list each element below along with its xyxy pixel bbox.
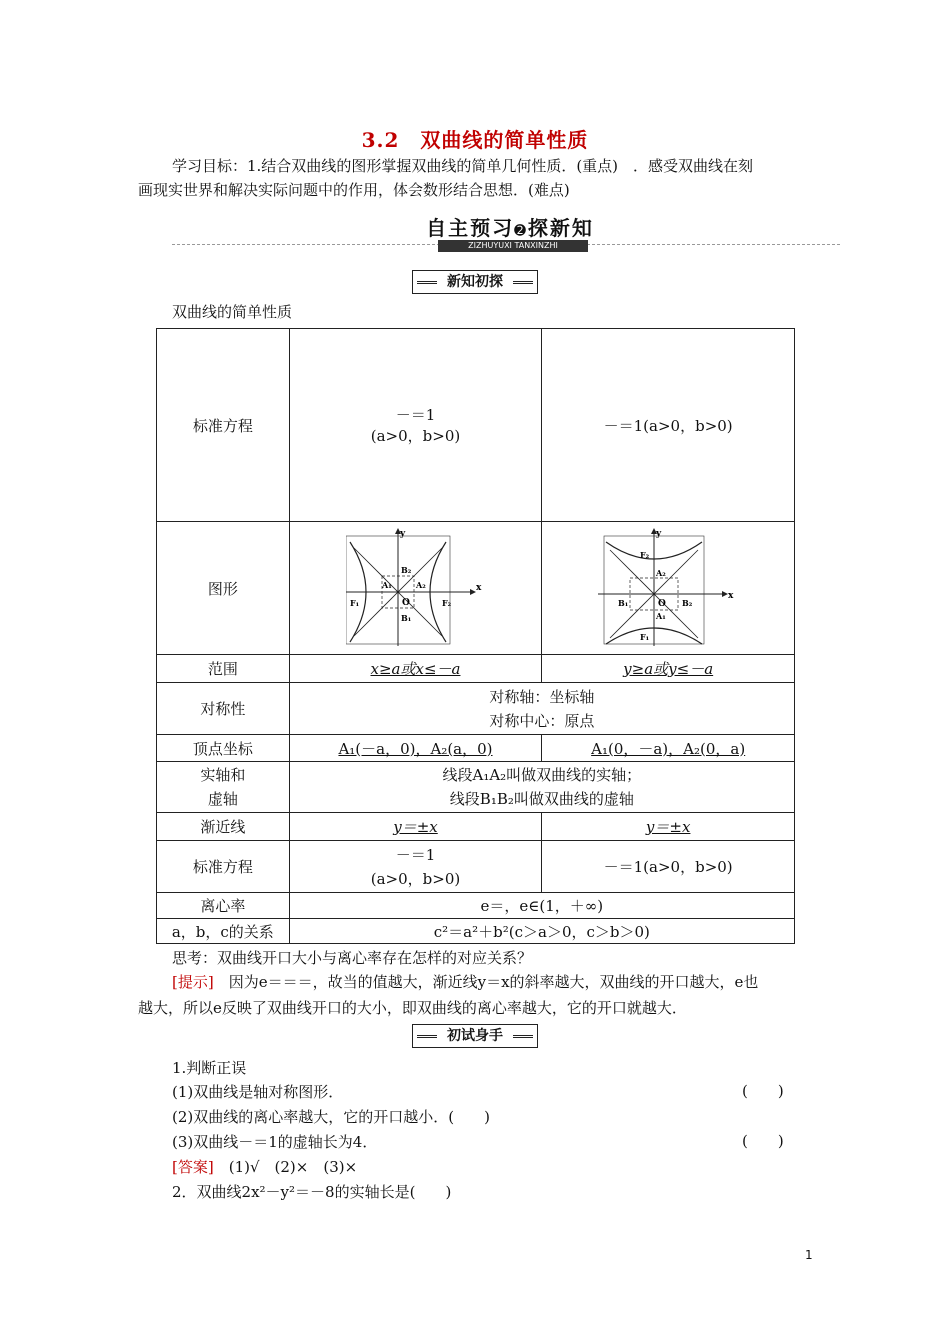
- vertical-hyperbola-figure: [598, 528, 738, 648]
- asym-left: y＝±x: [393, 818, 438, 836]
- std2-right: －＝1(a>0，b>0): [542, 841, 795, 893]
- fig2-b2-label: B₂: [682, 598, 693, 608]
- std-left-l2: (a>0，b>0): [370, 427, 461, 445]
- std2-left-l2: (a>0，b>0): [370, 869, 461, 888]
- label-vertex: 顶点坐标: [157, 735, 290, 762]
- table-caption: 双曲线的简单性质: [172, 303, 293, 321]
- section-banner: [410, 212, 610, 250]
- label-std2: 标准方程: [157, 841, 290, 893]
- sym-l1: 对称轴：坐标轴: [489, 687, 595, 706]
- fig1-b2-label: B₂: [400, 565, 411, 575]
- think-question: 思考：双曲线开口大小与离心率存在怎样的对应关系？: [172, 949, 533, 967]
- hint-line1: [提示] 因为e＝＝＝，故当的值越大，渐近线y＝x的斜率越大，双曲线的开口越大，e也: [172, 973, 759, 991]
- label-axis-l2: 虚轴: [207, 790, 238, 808]
- row-figure: [157, 522, 795, 655]
- axis-l1: 线段A₁A₂叫做双曲线的实轴；: [442, 766, 642, 784]
- q1-item1: (1)双曲线是轴对称图形．: [172, 1083, 344, 1101]
- row-symmetry: [157, 683, 795, 735]
- q1-answer: [答案] (1)√ (2)× (3)×: [172, 1158, 358, 1176]
- fig1-x-label: x: [475, 583, 481, 593]
- property-table: [156, 328, 795, 944]
- q1-item2: (2)双曲线的离心率越大，它的开口越小．( ): [172, 1108, 490, 1126]
- fig2-o-label: O: [658, 599, 666, 609]
- tag-xinzhi: 新知初探: [412, 270, 538, 294]
- objectives-line1: 学习目标：1.结合双曲线的图形掌握双曲线的简单几何性质．(重点) ．感受双曲线在刻: [172, 157, 754, 175]
- q1-item3-paren: ( ): [742, 1132, 784, 1150]
- fig1-y-label: y: [399, 529, 405, 539]
- page-title: 3.2 双曲线的简单性质: [361, 128, 589, 152]
- range-right: y≥a或y≤－a: [623, 660, 714, 678]
- q2-question: 2．双曲线2x²－y²＝－8的实轴长是( ): [172, 1183, 452, 1201]
- fig1-f2-label: F₂: [441, 598, 451, 608]
- q1-title: 1.判断正误: [172, 1059, 247, 1077]
- label-sym: 对称性: [157, 683, 290, 735]
- std2-left-l1: －＝1: [395, 845, 436, 864]
- row-standard-equation-2: [157, 841, 795, 893]
- fig2-a1-label: A₁: [656, 611, 666, 621]
- fig1-f1-label: F₁: [349, 598, 359, 608]
- hint-tag: [提示]: [172, 973, 214, 991]
- row-asymptote: [157, 813, 795, 841]
- fig1-a1-label: A₁: [381, 580, 392, 590]
- label-range: 范围: [157, 655, 290, 683]
- row-range: [157, 655, 795, 683]
- label-fig: 图形: [157, 522, 290, 655]
- objectives-line2: 画现实世界和解决实际问题中的作用，体会数形结合思想．(难点): [138, 181, 570, 199]
- vertex-right: A₁(0，－a)，A₂(0，a): [591, 739, 746, 758]
- range-left: x≥a或x≤－a: [370, 660, 461, 678]
- std-left-l1: －＝1: [395, 406, 436, 424]
- std-right: －＝1(a>0，b>0): [542, 329, 795, 522]
- q1-item1-paren: ( ): [742, 1082, 784, 1100]
- fig1-o-label: O: [401, 598, 410, 608]
- fig2-y-label: y: [656, 529, 662, 539]
- banner-main-text: 自主预习: [426, 216, 515, 240]
- row-standard-equation: [157, 329, 795, 522]
- fig2-b1-label: B₁: [618, 598, 629, 608]
- row-axis: [157, 762, 795, 813]
- row-relation: [157, 919, 795, 944]
- ecc-value: e＝，e∈(1，＋∞): [289, 893, 794, 919]
- horizontal-hyperbola-figure: [346, 528, 486, 648]
- fig1-b1-label: B₁: [400, 613, 411, 623]
- banner-subtitle: ZIZHUYUXI TANXINZHI: [438, 240, 588, 252]
- label-asym: 渐近线: [157, 813, 290, 841]
- row-vertex: [157, 735, 795, 762]
- q1-item3: (3)双曲线－＝1的虚轴长为4．: [172, 1133, 378, 1151]
- fig2-f1-label: F₁: [640, 632, 650, 642]
- asym-right: y＝±x: [645, 818, 691, 836]
- label-std: 标准方程: [157, 329, 290, 522]
- fig2-x-label: x: [728, 591, 734, 601]
- fig2-f2-label: F₂: [640, 550, 650, 560]
- fig1-a2-label: A₂: [415, 580, 426, 590]
- label-rel: a，b，c的关系: [157, 919, 290, 944]
- label-axis-l1: 实轴和: [200, 766, 246, 784]
- answer-tag: [答案]: [172, 1158, 214, 1176]
- rel-value: c²＝a²＋b²(c＞a＞0，c＞b＞0): [289, 919, 794, 944]
- banner-arrow-icon: ➋: [514, 223, 528, 239]
- hint-line2: 越大，所以e反映了双曲线开口的大小，即双曲线的离心率越大，它的开口就越大．: [138, 999, 687, 1017]
- page-number: 1: [805, 1248, 813, 1262]
- vertex-left: A₁(－a，0)，A₂(a，0): [338, 739, 493, 758]
- axis-l2: 线段B₁B₂叫做双曲线的虚轴: [449, 790, 634, 808]
- label-ecc: 离心率: [157, 893, 290, 919]
- tag-chushi: 初试身手: [412, 1024, 538, 1048]
- banner-main-text2: 探新知: [527, 216, 594, 240]
- row-eccentricity: [157, 893, 795, 919]
- fig2-a2-label: A₂: [656, 568, 666, 578]
- sym-l2: 对称中心：原点: [489, 711, 595, 730]
